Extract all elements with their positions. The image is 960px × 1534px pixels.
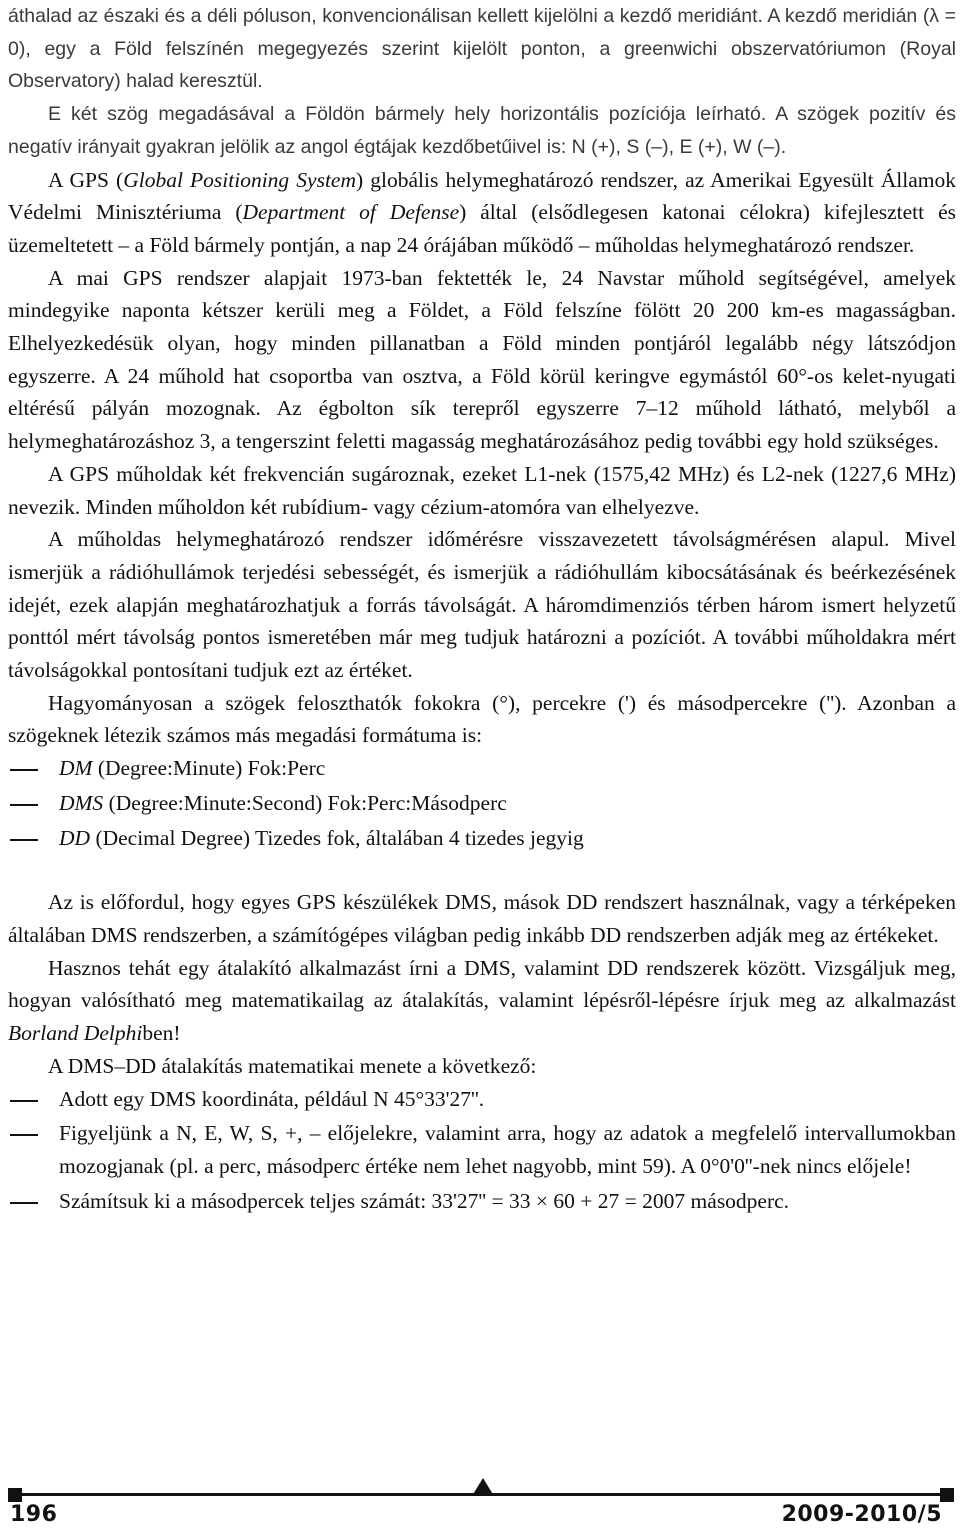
format-list — [8, 752, 956, 854]
list-item — [8, 822, 956, 855]
issue-label: 2009-2010/5 — [781, 1502, 942, 1527]
format-desc: (Decimal Degree) Tizedes fok, általában 4 tizedes jegyig — [90, 825, 584, 850]
text-segment: A GPS ( — [48, 167, 124, 192]
format-desc: (Degree:Minute) Fok:Perc — [92, 756, 326, 781]
paragraph-angles: E két szög megadásával a Földön bármely hely horizontális pozíciója leírható. A szögek pozitív és negatív irányait gyakran jelölik az angol égtájak kezdőbetűivel is: N (+), S (–), E (+), W (–). — [8, 103, 956, 158]
page-footer — [0, 1476, 960, 1534]
step-text: Figyeljünk a N, E, W, S, +, – előjelekre, valamint arra, hogy az adatok a megfelelő intervallumokban mozogjanak (pl. a perc, másodperc értéke nem lehet nagyobb, mint 59). A 0°0'0''-nek nincs előjele! — [59, 1121, 956, 1178]
list-item — [8, 1185, 956, 1218]
page-number: 196 — [10, 1502, 58, 1527]
paragraph-conversion-steps-intro: A DMS–DD átalakítás matematikai menete a következő: — [48, 1053, 537, 1078]
text-segment: ) globális helymeghatározó rendszer, az Amerikai Egyesült Államok Védelmi Minisztériuma ( — [8, 167, 956, 225]
italic-term: Global Positioning System — [123, 167, 356, 192]
square-marker — [940, 1488, 954, 1502]
text-segment: ben! — [142, 1021, 181, 1046]
list-item — [8, 1083, 956, 1116]
paragraph-angle-formats: Hagyományosan a szögek feloszthatók fokokra (°), percekre (') és másodpercekre (''). Azonban a szögeknek létezik számos más megadási formátuma is: — [8, 690, 956, 748]
paragraph-gps-devices: Az is előfordul, hogy egyes GPS készülékek DMS, mások DD rendszert használnak, vagy a térképeken általában DMS rendszerben, a számítógépes világban pedig inkább DD rendszerben adják meg az értékeket. — [8, 890, 956, 947]
paragraph-frequencies: A GPS műholdak két frekvencián sugároznak, ezeket L1-nek (1575,42 MHz) és L2-nek (1227,6 MHz) nevezik. Minden műholdon két rubídium- vagy cézium-atomóra van elhelyezve. — [8, 461, 956, 519]
paragraph-meridian: áthalad az északi és a déli póluson, konvencionálisan kellett kijelölni a kezdő meridiánt. A kezdő meridián (λ = 0), egy a Föld felszínén megegyezés szerint kijelölt ponton, a greenwichi obszervatóriumon (Royal Observatory) halad keresztül. — [8, 5, 956, 93]
italic-term: Borland Delphi — [8, 1021, 143, 1046]
list-item — [8, 787, 956, 820]
format-abbr: DD — [59, 825, 91, 850]
paragraph-distance-measurement: A műholdas helymeghatározó rendszer időmérésre visszavezetett távolságmérésen alapul. Mivel ismerjük a rádióhullámok terjedési sebességét, és ismerjük a rádióhullám kibocsátásának és beérkezésének idejét, ezek alapján meghatározhatjuk a forrás távolságát. A háromdimenziós térben három ismert helyzetű ponttól mért távolság pontos ismeretében már meg tudjuk határozni a pozíciót. A további műholdakra mért távolságokkal pontosítani tudjuk ezt az értéket. — [8, 527, 956, 683]
format-desc: (Degree:Minute:Second) Fok:Perc:Másodperc — [103, 790, 507, 815]
paragraph-navstar: A mai GPS rendszer alapjait 1973-ban fektették le, 24 Navstar műhold segítségével, amelyek mindegyike naponta kétszer kerüli meg a Földet, a Föld felszíne fölött 20 200 km-es magasságban. Elhelyezkedésük olyan, hogy minden pillanatban a Föld minden pontjáról legalább négy látszódjon egyszerre. A 24 műhold hat csoportba van osztva, a Föld körül keringve egymástól 60°-os kelet-nyugati eltérésű pályán mozognak. Az égbolton sík terepről egyszerre 7–12 műhold látható, melyből a helymeghatározáshoz 3, a tengerszint feletti magasság meghatározásához pedig további egy hold szükséges. — [8, 265, 956, 454]
step-text: Adott egy DMS koordináta, például N 45°33'27''. — [59, 1086, 485, 1111]
triangle-marker — [472, 1478, 494, 1496]
text-segment: ) által (elsődlegesen katonai célokra) kifejlesztett és üzemeltetett – a Föld bármely pontján, a nap 24 órájában működő – műholdas helymeghatározó rendszer. — [8, 200, 956, 257]
document-page — [8, 0, 956, 1219]
format-abbr: DM — [59, 756, 93, 781]
step-text: Számítsuk ki a másodpercek teljes számát: 33'27'' = 33 × 60 + 27 = 2007 másodperc. — [59, 1188, 790, 1213]
paragraph-converter — [8, 952, 956, 1050]
format-abbr: DMS — [59, 790, 104, 815]
steps-list — [8, 1083, 956, 1218]
square-marker — [8, 1488, 22, 1502]
list-item — [8, 1117, 956, 1182]
text-segment: Hasznos tehát egy átalakító alkalmazást írni a DMS, valamint DD rendszerek között. Vizsgáljuk meg, hogyan valósítható meg matematikailag az átalakítás, valamint lépésről-lépésre írjuk meg az alkalmazást — [8, 955, 956, 1013]
italic-term: Department of Defense — [242, 200, 460, 225]
list-item — [8, 752, 956, 785]
paragraph-gps-intro — [8, 164, 956, 262]
